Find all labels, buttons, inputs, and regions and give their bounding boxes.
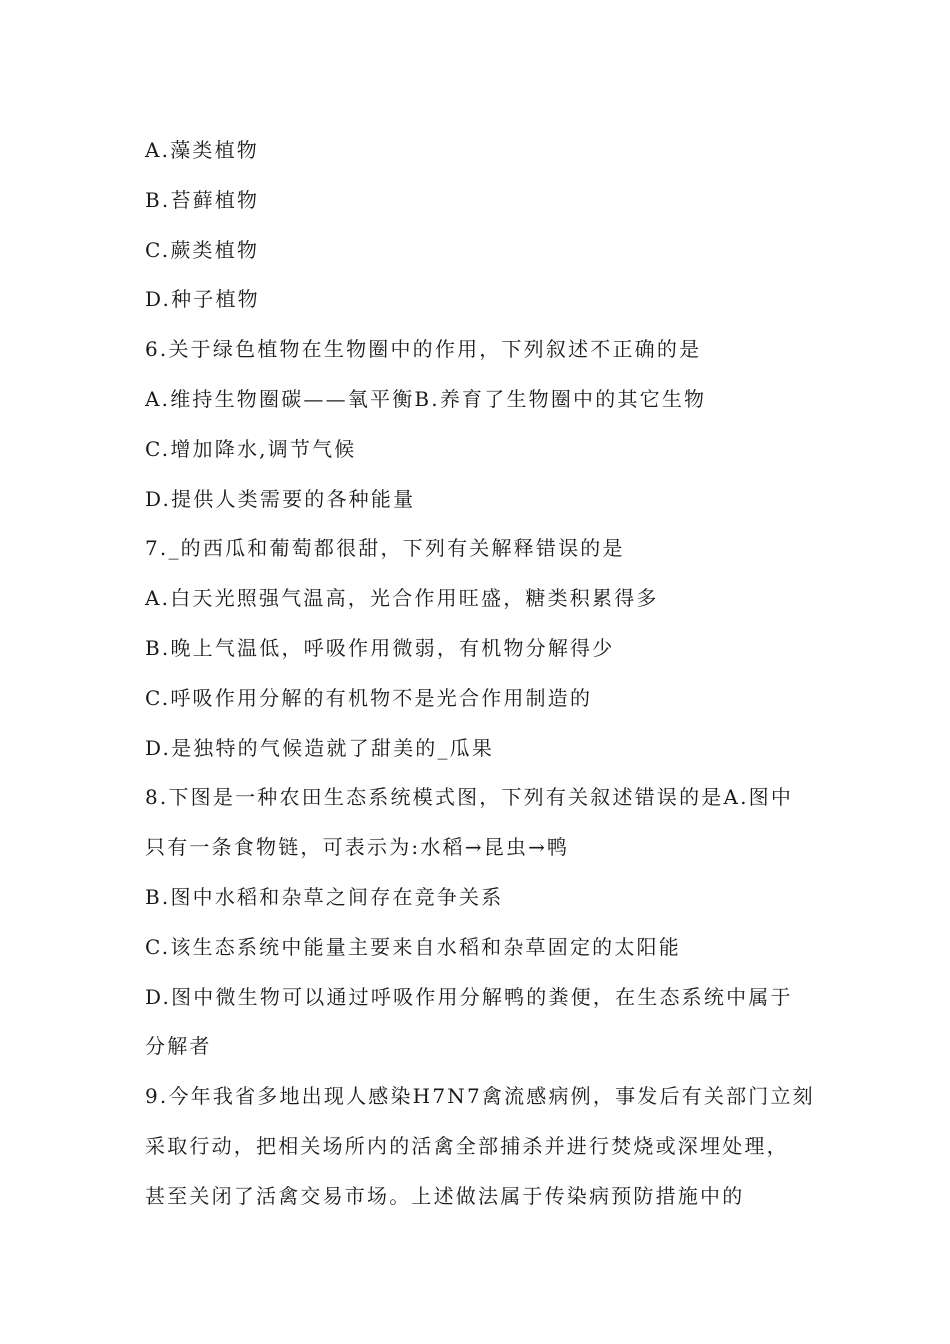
option-6d: D.提供人类需要的各种能量 bbox=[145, 486, 416, 511]
option-6ab: A.维持生物圈碳——氧平衡B.养育了生物圈中的其它生物 bbox=[145, 386, 707, 411]
question-7: 7._的西瓜和葡萄都很甜，下列有关解释错误的是 bbox=[145, 536, 625, 561]
option-8d: D.图中微生物可以通过呼吸作用分解鸭的粪便，在生态系统中属于 bbox=[145, 984, 793, 1009]
option-5c: C.蕨类植物 bbox=[145, 237, 260, 262]
option-7b: B.晚上气温低，呼吸作用微弱，有机物分解得少 bbox=[145, 635, 615, 660]
question-8-continued: 只有一条食物链，可表示为:水稻→昆虫→鸭 bbox=[145, 835, 570, 860]
option-8c: C.该生态系统中能量主要来自水稻和杂草固定的太阳能 bbox=[145, 934, 681, 959]
option-6c: C.增加降水,调节气候 bbox=[145, 436, 357, 461]
option-8b: B.图中水稻和杂草之间存在竞争关系 bbox=[145, 884, 504, 909]
option-7a: A.白天光照强气温高，光合作用旺盛，糖类积累得多 bbox=[145, 586, 659, 611]
question-9-line-3: 甚至关闭了活禽交易市场。上述做法属于传染病预防措施中的 bbox=[145, 1183, 745, 1208]
question-8: 8.下图是一种农田生态系统模式图，下列有关叙述错误的是A.图中 bbox=[145, 785, 794, 810]
question-6: 6.关于绿色植物在生物圈中的作用，下列叙述不正确的是 bbox=[145, 337, 702, 362]
option-5a: A.藻类植物 bbox=[145, 138, 260, 162]
option-5b: B.苔藓植物 bbox=[145, 187, 260, 212]
document-body bbox=[145, 126, 815, 1222]
option-5d: D.种子植物 bbox=[145, 287, 260, 312]
option-8d-continued: 分解者 bbox=[145, 1034, 212, 1059]
option-7c: C.呼吸作用分解的有机物不是光合作用制造的 bbox=[145, 685, 593, 710]
question-9: 9.今年我省多地出现人感染H7N7禽流感病例，事发后有关部门立刻 bbox=[145, 1084, 815, 1109]
question-9-line-2: 采取行动，把相关场所内的活禽全部捕杀并进行焚烧或深埋处理， bbox=[145, 1133, 789, 1158]
option-7d: D.是独特的气候造就了甜美的_瓜果 bbox=[145, 735, 495, 760]
